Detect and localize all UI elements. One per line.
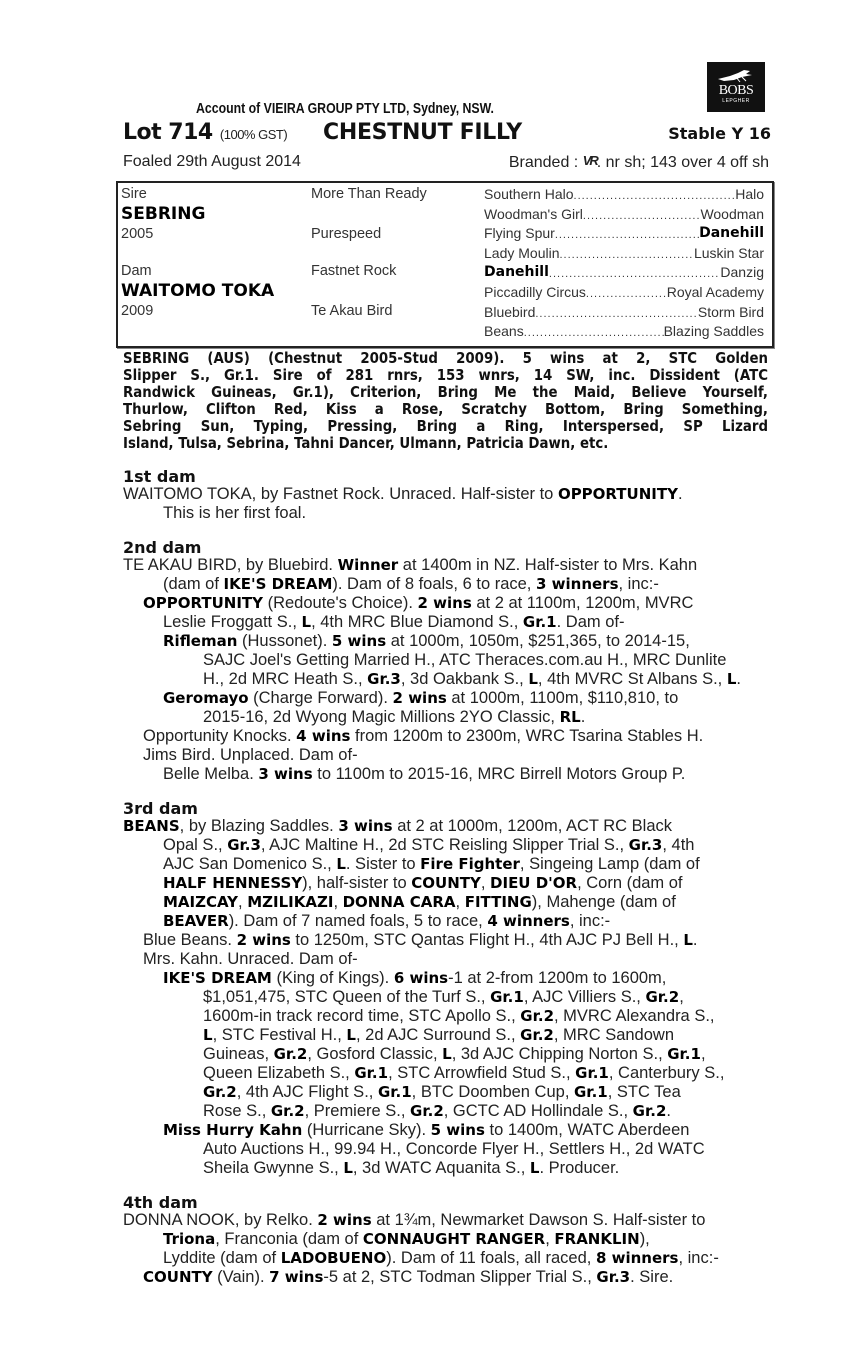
record-line: BEAVER). Dam of 7 named foals, 5 to race, 4 winners, inc:- bbox=[163, 912, 611, 930]
record-line: AJC San Domenico S., L. Sister to Fire Fighter, Singeing Lamp (dam of bbox=[163, 855, 700, 873]
great-grandparent-name: Woodman's Girl bbox=[484, 205, 583, 222]
lot-header bbox=[123, 120, 771, 150]
record-line: Belle Melba. 3 wins to 1100m to 2015-16, MRC Birrell Motors Group P. bbox=[163, 765, 686, 783]
record-line: Auto Auctions H., 99.94 H., Concorde Flyer H., Settlers H., 2d WATC bbox=[203, 1140, 705, 1158]
dam-heading: 4th dam bbox=[123, 1193, 198, 1212]
great-grandparent-sire: Halo bbox=[735, 186, 764, 202]
great-grandparent-sire: Royal Academy bbox=[666, 284, 764, 300]
record-line: COUNTY (Vain). 7 wins-5 at 2, STC Todman Slipper Trial S., Gr.3. Sire. bbox=[143, 1268, 674, 1286]
sire-name: SEBRING bbox=[121, 204, 206, 224]
record-line: OPPORTUNITY (Redoute's Choice). 2 wins at 2 at 1100m, 1200m, MVRC bbox=[143, 594, 694, 612]
granddam-paternal: Purespeed bbox=[311, 226, 382, 242]
grandsire-paternal: More Than Ready bbox=[311, 186, 427, 202]
dam-name: WAITOMO TOKA bbox=[121, 281, 275, 301]
record-line: IKE'S DREAM (King of Kings). 6 wins-1 at 2-from 1200m to 1600m, bbox=[163, 969, 667, 987]
stable-location: Stable Y 16 bbox=[668, 124, 771, 143]
record-line: 1600m-in track record time, STC Apollo S., Gr.2, MVRC Alexandra S., bbox=[203, 1007, 715, 1025]
sire-summary-line: Slipper S., Gr.1. Sire of 281 rnrs, 153 wnrs, 14 SW, inc. Dissident (ATC bbox=[123, 366, 768, 384]
record-line: Rose S., Gr.2, Premiere S., Gr.2, GCTC AD Hollindale S., Gr.2. bbox=[203, 1102, 671, 1120]
dam-heading: 2nd dam bbox=[123, 538, 202, 557]
record-line: MAIZCAY, MZILIKAZI, DONNA CARA, FITTING), Mahenge (dam of bbox=[163, 893, 676, 911]
great-grandparent-row bbox=[484, 206, 764, 226]
leader-dots bbox=[586, 284, 667, 304]
leader-dots bbox=[549, 264, 721, 284]
sire-summary-line: SEBRING (AUS) (Chestnut 2005-Stud 2009). 5 wins at 2, STC Golden bbox=[123, 349, 768, 367]
great-grandparent-sire: Danehill bbox=[699, 225, 764, 242]
record-line: Triona, Franconia (dam of CONNAUGHT RANGER, FRANKLIN), bbox=[163, 1230, 650, 1248]
leader-dots bbox=[583, 206, 701, 226]
great-grandparent-name: Lady Moulin bbox=[484, 244, 560, 261]
record-line: Mrs. Kahn. Unraced. Dam of- bbox=[143, 950, 358, 968]
great-grandparent-row bbox=[484, 323, 764, 343]
great-grandparent-row bbox=[484, 264, 764, 284]
great-grandparent-sire: Storm Bird bbox=[697, 303, 764, 320]
great-grandparent-name: Beans bbox=[484, 323, 524, 340]
record-line: Rifleman (Hussonet). 5 wins at 1000m, 1050m, $251,365, to 2014-15, bbox=[163, 632, 690, 650]
leader-dots bbox=[524, 323, 664, 343]
grandsire-maternal: Fastnet Rock bbox=[311, 263, 397, 279]
logo-subtitle: LEPGHER bbox=[722, 98, 750, 104]
great-grandparent-sire: Woodman bbox=[700, 205, 764, 222]
lot-number bbox=[123, 120, 287, 145]
auctioneer-logo bbox=[707, 62, 765, 112]
great-grandparent-name: Bluebird bbox=[484, 303, 536, 320]
granddam-maternal: Te Akau Bird bbox=[311, 303, 393, 319]
sire-summary-line: Island, Tulsa, Sebrina, Tahni Dancer, Ulmann, Patricia Dawn, etc. bbox=[123, 434, 609, 452]
leader-dots bbox=[574, 186, 736, 206]
lot-label: Lot 714 bbox=[123, 120, 213, 145]
record-line: This is her first foal. bbox=[163, 504, 307, 522]
dam-year: 2009 bbox=[121, 303, 154, 319]
brand-description bbox=[509, 153, 769, 172]
branded-label: Branded : bbox=[508, 154, 583, 171]
record-line: Miss Hurry Kahn (Hurricane Sky). 5 wins to 1400m, WATC Aberdeen bbox=[163, 1121, 690, 1139]
dam-heading: 3rd dam bbox=[123, 799, 198, 818]
great-grandparent-row bbox=[484, 284, 764, 304]
record-line: WAITOMO TOKA, by Fastnet Rock. Unraced. Half-sister to OPPORTUNITY. bbox=[123, 485, 683, 503]
leader-dots bbox=[560, 245, 694, 265]
great-grandparent-name: Southern Halo bbox=[484, 186, 574, 202]
record-line: Blue Beans. 2 wins to 1250m, STC Qantas Flight H., 4th AJC PJ Bell H., L. bbox=[143, 931, 698, 949]
great-grandparent-row bbox=[484, 186, 764, 206]
great-grandparent-row bbox=[484, 245, 764, 265]
great-grandparent-sire: Danzig bbox=[720, 264, 764, 281]
leader-dots bbox=[555, 225, 699, 245]
great-grandparent-name: Danehill bbox=[484, 264, 549, 281]
record-line: Leslie Froggatt S., L, 4th MRC Blue Diamond S., Gr.1. Dam of- bbox=[163, 613, 625, 631]
branded-detail: . nr sh; 143 over 4 off sh bbox=[596, 154, 769, 171]
record-line: Opportunity Knocks. 4 wins from 1200m to 2300m, WRC Tsarina Stables H. bbox=[143, 727, 704, 745]
pedigree-table bbox=[116, 181, 774, 348]
record-line: Geromayo (Charge Forward). 2 wins at 1000m, 1100m, $110,810, to bbox=[163, 689, 679, 707]
sire-summary-line: Thurlow, Clifton Red, Kiss a Rose, Scratchy Bottom, Bring Something, bbox=[123, 400, 768, 418]
logo-brand: BOBS bbox=[718, 83, 754, 98]
great-grandparent-sire: Blazing Saddles bbox=[663, 323, 764, 340]
sire-label: Sire bbox=[121, 186, 147, 202]
lot-title: CHESTNUT FILLY bbox=[323, 120, 522, 145]
record-line: TE AKAU BIRD, by Bluebird. Winner at 1400m in NZ. Half-sister to Mrs. Kahn bbox=[123, 556, 698, 574]
record-line: SAJC Joel's Getting Married H., ATC Theraces.com.au H., MRC Dunlite bbox=[203, 651, 727, 669]
horse-jockey-icon bbox=[716, 68, 756, 84]
record-line: HALF HENNESSY), half-sister to COUNTY, DIEU D'OR, Corn (dam of bbox=[163, 874, 683, 892]
record-line: $1,051,475, STC Queen of the Turf S., Gr.1, AJC Villiers S., Gr.2, bbox=[203, 988, 684, 1006]
vendor-account: Account of VIEIRA GROUP PTY LTD, Sydney, NSW. bbox=[196, 100, 494, 117]
leader-dots bbox=[535, 304, 698, 324]
great-grandparent-row bbox=[484, 225, 764, 245]
sire-summary-line: Sebring Sun, Typing, Pressing, Bring a Ring, Interspersed, SP Lizard bbox=[123, 417, 768, 435]
great-grandparent-name: Flying Spur bbox=[484, 225, 555, 242]
record-line: 2015-16, 2d Wyong Magic Millions 2YO Classic, RL. bbox=[203, 708, 586, 726]
dam-label: Dam bbox=[121, 263, 152, 279]
record-line: Queen Elizabeth S., Gr.1, STC Arrowfield Stud S., Gr.1, Canterbury S., bbox=[203, 1064, 725, 1082]
record-line: H., 2d MRC Heath S., Gr.3, 3d Oakbank S., L, 4th MVRC St Albans S., L. bbox=[203, 670, 741, 688]
record-line: Lyddite (dam of LADOBUENO). Dam of 11 foals, all raced, 8 winners, inc:- bbox=[163, 1249, 719, 1267]
record-line: (dam of IKE'S DREAM). Dam of 8 foals, 6 to race, 3 winners, inc:- bbox=[163, 575, 659, 593]
sire-summary bbox=[123, 350, 768, 452]
foaled-date: Foaled 29th August 2014 bbox=[123, 153, 301, 170]
record-line: Jims Bird. Unplaced. Dam of- bbox=[143, 746, 358, 764]
great-grandparent-name: Piccadilly Circus bbox=[484, 284, 586, 300]
record-line: Opal S., Gr.3, AJC Maltine H., 2d STC Reisling Slipper Trial S., Gr.3, 4th bbox=[163, 836, 695, 854]
record-line: Gr.2, 4th AJC Flight S., Gr.1, BTC Doomben Cup, Gr.1, STC Tea bbox=[203, 1083, 681, 1101]
sire-year: 2005 bbox=[121, 226, 154, 242]
record-line: Sheila Gwynne S., L, 3d WATC Aquanita S., L. Producer. bbox=[203, 1159, 620, 1177]
record-line: L, STC Festival H., L, 2d AJC Surround S., Gr.2, MRC Sandown bbox=[203, 1026, 675, 1044]
dam-heading: 1st dam bbox=[123, 467, 196, 486]
gst-note: (100% GST) bbox=[219, 127, 288, 142]
record-line: Guineas, Gr.2, Gosford Classic, L, 3d AJC Chipping Norton S., Gr.1, bbox=[203, 1045, 706, 1063]
record-line: DONNA NOOK, by Relko. 2 wins at 1¾m, Newmarket Dawson S. Half-sister to bbox=[123, 1211, 706, 1229]
sire-summary-line: Randwick Guineas, Gr.1), Criterion, Bring Me the Maid, Believe Yourself, bbox=[123, 383, 768, 401]
record-line: BEANS, by Blazing Saddles. 3 wins at 2 at 1000m, 1200m, ACT RC Black bbox=[123, 817, 673, 835]
brand-mark-icon: VR bbox=[582, 153, 597, 168]
great-grandparent-sire: Luskin Star bbox=[693, 244, 764, 261]
great-grandparent-row bbox=[484, 304, 764, 324]
